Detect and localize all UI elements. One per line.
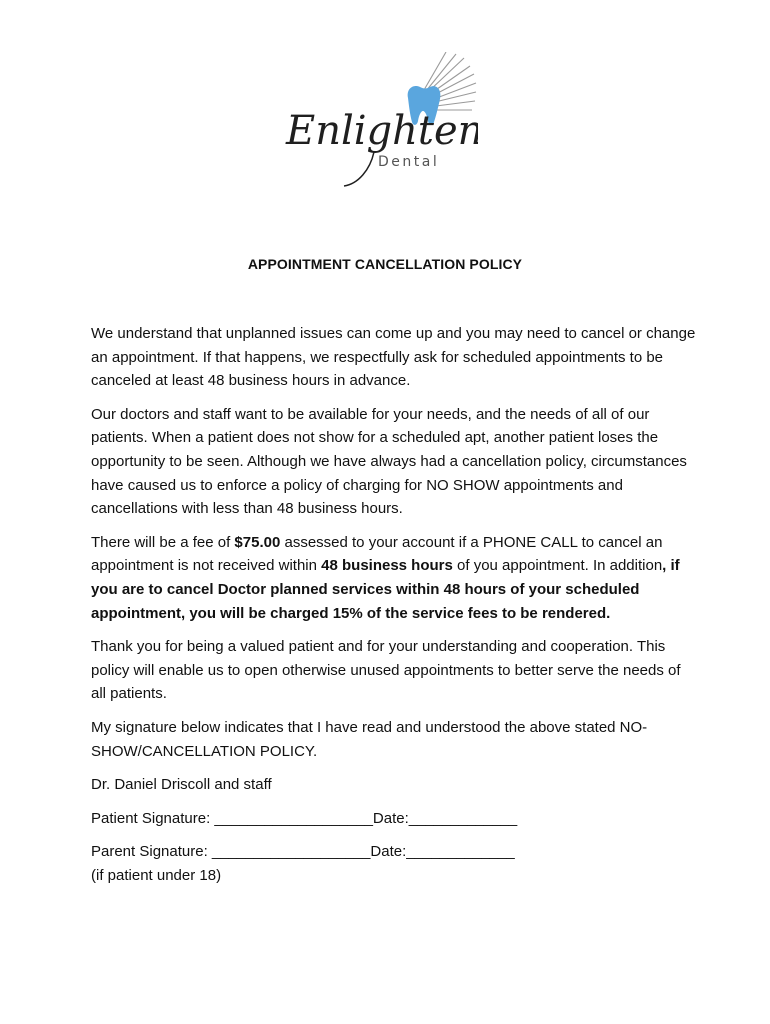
fee-hours: 48 business hours	[321, 557, 453, 575]
policy-body	[91, 322, 696, 887]
sign-off: Dr. Daniel Driscoll and staff	[91, 776, 272, 794]
logo-graphic	[278, 52, 478, 192]
page-title: APPOINTMENT CANCELLATION POLICY	[247, 256, 523, 272]
paragraph-fee	[91, 531, 696, 625]
patient-signature-line[interactable]: Patient Signature: ___________________Date:_____________	[91, 809, 518, 827]
parent-signature-note: (if patient under 18)	[91, 866, 222, 884]
enlighten-dental-logo	[278, 52, 478, 192]
parent-signature-line[interactable]: Parent Signature: ___________________Date:_____________	[91, 843, 515, 861]
fee-text-a: There will be a fee of	[91, 533, 235, 551]
fee-text-c: of you appointment. In addition	[452, 557, 663, 575]
fee-text-b: assessed to your account if a PHONE CALL to cancel an appointment is not received within	[91, 533, 663, 575]
logo-swash	[344, 152, 374, 186]
paragraph-intro: We understand that unplanned issues can come up and you may need to cancel or change an appointment. If that happens, we respectfully ask for scheduled appointments to be canceled at least 48 business hours in advance.	[91, 325, 696, 390]
paragraph-acknowledge: My signature below indicates that I have read and understood the above stated NO-SHOW/CANCELLATION POLICY.	[91, 718, 648, 760]
paragraph-thanks: Thank you for being a valued patient and for your understanding and cooperation. This policy will enable us to open otherwise unused appointments to better serve the needs of all patients.	[91, 638, 681, 703]
logo-name: Enlighten	[286, 108, 478, 154]
fee-amount: $75.00	[234, 533, 281, 551]
logo-subtitle: Dental	[378, 154, 440, 170]
paragraph-availability: Our doctors and staff want to be available for your needs, and the needs of all of our patients. When a patient does not show for a scheduled apt, another patient loses the opportunity to be seen. Although we have always had a cancellation policy, circumstances have caused us to enforce a policy of charging for NO SHOW appointments and cancellations with less than 48 business hours.	[91, 405, 687, 518]
fee-bold-tail: , if you are to cancel Doctor planned services within 48 hours of your scheduled appointment, you will be charged 15% of the service fees to be rendered.	[91, 557, 680, 622]
